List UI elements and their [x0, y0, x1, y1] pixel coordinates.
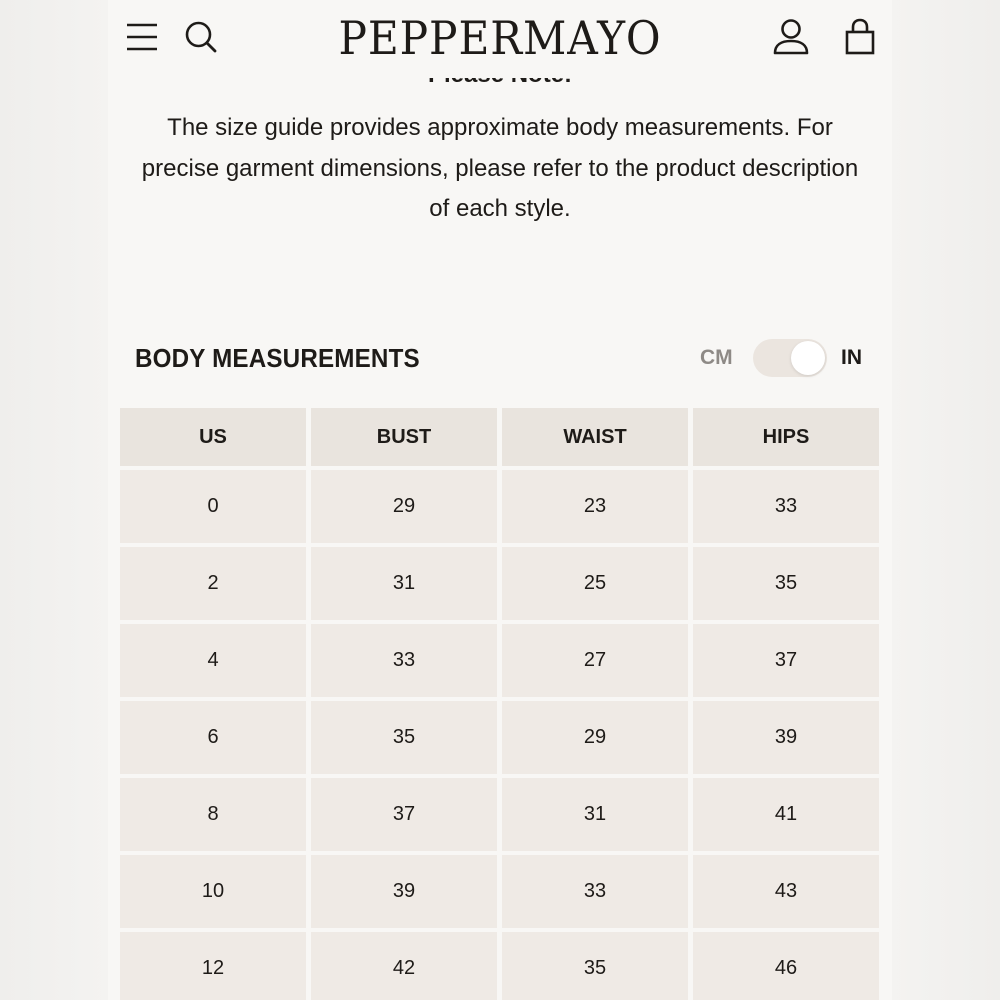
- table-row: [120, 778, 882, 851]
- cell-hips: 37: [693, 624, 879, 697]
- column-header-waist: WAIST: [502, 408, 688, 466]
- column-header-hips: HIPS: [693, 408, 879, 466]
- table-row: [120, 470, 882, 543]
- column-header-us: US: [120, 408, 306, 466]
- cell-us: 8: [120, 778, 306, 851]
- cell-bust: 39: [311, 855, 497, 928]
- cell-waist: 33: [502, 855, 688, 928]
- brand-logo[interactable]: PEPPERMAYO: [338, 11, 662, 65]
- section-title: BODY MEASUREMENTS: [135, 343, 420, 373]
- cell-hips: 41: [693, 778, 879, 851]
- cell-hips: 39: [693, 701, 879, 774]
- unit-label-in[interactable]: IN: [841, 346, 862, 369]
- table-row: [120, 701, 882, 774]
- shopping-bag-button[interactable]: [844, 18, 876, 56]
- unit-toggle[interactable]: [753, 339, 827, 377]
- table-row: [120, 932, 882, 1000]
- cell-waist: 27: [502, 624, 688, 697]
- site-header: [108, 0, 892, 78]
- table-row: [120, 547, 882, 620]
- cell-us: 12: [120, 932, 306, 1000]
- table-header-row: [120, 408, 882, 466]
- cell-waist: 25: [502, 547, 688, 620]
- table-row: [120, 855, 882, 928]
- size-guide-page: [108, 0, 892, 1000]
- measurements-table: [120, 408, 882, 1000]
- cell-hips: 46: [693, 932, 879, 1000]
- cell-waist: 23: [502, 470, 688, 543]
- cell-hips: 33: [693, 470, 879, 543]
- cell-bust: 29: [311, 470, 497, 543]
- cell-bust: 33: [311, 624, 497, 697]
- cell-us: 0: [120, 470, 306, 543]
- cell-hips: 43: [693, 855, 879, 928]
- cell-bust: 37: [311, 778, 497, 851]
- toggle-knob: [791, 341, 825, 375]
- cell-us: 2: [120, 547, 306, 620]
- cell-waist: 29: [502, 701, 688, 774]
- cell-us: 6: [120, 701, 306, 774]
- shopping-bag-icon: [844, 18, 876, 56]
- cell-bust: 42: [311, 932, 497, 1000]
- cell-bust: 31: [311, 547, 497, 620]
- cell-us: 4: [120, 624, 306, 697]
- size-guide-note: The size guide provides approximate body measurements. For precise garment dimensions, please refer to the product description of each style.: [141, 114, 859, 222]
- unit-label-cm[interactable]: CM: [700, 346, 733, 369]
- column-header-bust: BUST: [311, 408, 497, 466]
- account-icon: [772, 18, 810, 56]
- cell-bust: 35: [311, 701, 497, 774]
- cell-waist: 35: [502, 932, 688, 1000]
- cell-waist: 31: [502, 778, 688, 851]
- cell-hips: 35: [693, 547, 879, 620]
- table-row: [120, 624, 882, 697]
- account-button[interactable]: [772, 18, 810, 56]
- cell-us: 10: [120, 855, 306, 928]
